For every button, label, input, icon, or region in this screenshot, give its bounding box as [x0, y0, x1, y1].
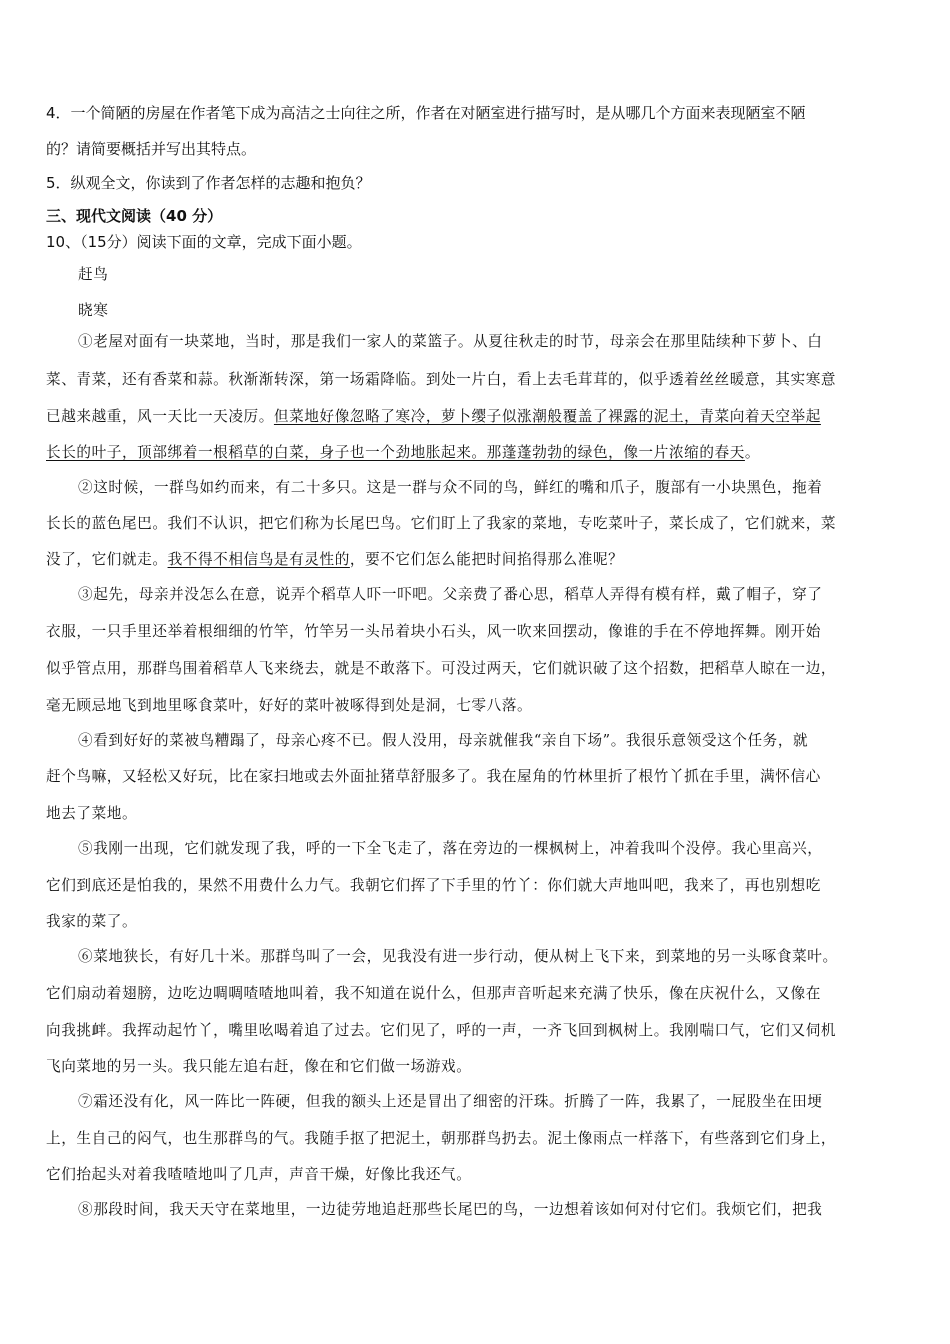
paragraph-7-line-1: ⑦霜还没有化，风一阵比一阵硬，但我的额头上还是冒出了细密的汗珠。折腾了一阵，我累了，一屁股坐在田埂 [78, 1093, 823, 1110]
paragraph-1-line-3-text: 已越来越重，风一天比一天凌厉。 [46, 408, 274, 425]
paragraph-3-line-2: 衣服，一只手里还举着根细细的竹竿，竹竿另一头吊着块小石头，风一吹来回摆动，像谁的手在不停地挥舞。刚开始 [46, 623, 821, 640]
paragraph-6-line-4: 飞向菜地的另一头。我只能左追右赶，像在和它们做一场游戏。 [46, 1058, 472, 1075]
paragraph-6-line-1: ⑥菜地狭长，有好几十米。那群鸟叫了一会，见我没有进一步行动，便从树上飞下来，到菜地的另一头啄食菜叶。 [78, 948, 838, 965]
paragraph-5-line-1: ⑤我刚一出现，它们就发现了我，呼的一下全飞走了，落在旁边的一棵枫树上，冲着我叫个没停。我心里高兴， [78, 840, 823, 857]
paragraph-1-line-4-punct: 。 [744, 444, 761, 461]
paragraph-7-line-3: 它们抬起头对着我喳喳地叫了几声，声音干燥，好像比我还气。 [46, 1166, 472, 1183]
paragraph-1-line-3 [46, 407, 821, 427]
underlined-sentence-1-end: 长长的叶子，顶部绑着一根稻草的白菜，身子也一个劲地胀起来。那蓬蓬勃勃的绿色，像一片浓缩的春天 [46, 444, 745, 461]
paragraph-4-line-2: 赶个鸟嘛，又轻松又好玩，比在家扫地或去外面扯猪草舒服多了。我在屋角的竹林里折了根竹丫抓在手里，满怀信心 [46, 768, 821, 785]
paragraph-8-line-1: ⑧那段时间，我天天守在菜地里，一边徒劳地追赶那些长尾巴的鸟，一边想着该如何对付它们。我烦它们，把我 [78, 1201, 823, 1218]
paragraph-3-line-1: ③起先，母亲并没怎么在意，说弄个稻草人吓一吓吧。父亲费了番心思，稻草人弄得有模有样，戴了帽子，穿了 [78, 586, 823, 603]
underlined-sentence-1-start: 但菜地好像忽略了寒冷，萝卜缨子似涨潮般覆盖了裸露的泥土，青菜向着天空举起 [273, 408, 821, 425]
paragraph-3-line-3: 似乎管点用，那群鸟围着稻草人飞来绕去，就是不敢落下。可没过两天，它们就识破了这个招数，把稻草人晾在一边， [46, 660, 837, 677]
paragraph-1-line-2: 菜、青菜，还有香菜和蒜。秋渐渐转深，第一场霜降临。到处一片白，看上去毛茸茸的，似乎透着丝丝暖意，其实寒意 [46, 371, 837, 388]
paragraph-3-line-4: 毫无顾忌地飞到地里啄食菜叶，好好的菜叶被啄得到处是洞，七零八落。 [46, 697, 533, 714]
section-heading: 三、现代文阅读（40 分） [46, 207, 223, 225]
question-4-line-1: 4．一个简陋的房屋在作者笔下成为高洁之士向往之所，作者在对陋室进行描写时，是从哪几个方面来表现陋室不陋 [46, 104, 806, 122]
paragraph-6-line-3: 向我挑衅。我挥动起竹丫，嘴里吆喝着追了过去。它们见了，呼的一声，一齐飞回到枫树上。我刚喘口气，它们又伺机 [46, 1022, 837, 1039]
paragraph-1-line-4 [46, 443, 760, 463]
paragraph-2-line-2: 长长的蓝色尾巴。我们不认识，把它们称为长尾巴鸟。它们盯上了我家的菜地，专吃菜叶子，菜长成了，它们就来，菜 [46, 515, 837, 532]
paragraph-2-line-3-rest: ，要不它们怎么能把时间掐得那么准呢？ [349, 551, 624, 568]
question-10-instruction: 10、（15分）阅读下面的文章，完成下面小题。 [46, 233, 362, 251]
article-title: 赶鸟 [78, 266, 109, 283]
paragraph-2-line-3-text: 没了，它们就走。 [46, 551, 168, 568]
paragraph-1-line-1: ①老屋对面有一块菜地，当时，那是我们一家人的菜篮子。从夏往秋走的时节，母亲会在那里陆续种下萝卜、白 [78, 333, 823, 350]
question-5: 5．纵观全文，你读到了作者怎样的志趣和抱负？ [46, 174, 371, 192]
paragraph-2-line-1: ②这时候，一群鸟如约而来，有二十多只。这是一群与众不同的鸟，鲜红的嘴和爪子，腹部有一小块黑色，拖着 [78, 479, 823, 496]
paragraph-5-line-2: 它们到底还是怕我的，果然不用费什么力气。我朝它们挥了下手里的竹丫：你们就大声地叫吧，我来了，再也别想吃 [46, 877, 821, 894]
underlined-sentence-2: 我不得不相信鸟是有灵性的 [167, 551, 350, 568]
article-author: 晓寒 [78, 302, 109, 319]
question-4-line-2: 的？请简要概括并写出其特点。 [46, 140, 257, 158]
paragraph-4-line-3: 地去了菜地。 [46, 805, 138, 822]
paragraph-2-line-3 [46, 550, 623, 570]
paragraph-5-line-3: 我家的菜了。 [46, 913, 138, 930]
paragraph-6-line-2: 它们扇动着翅膀，边吃边啁啁喳喳地叫着，我不知道在说什么，但那声音听起来充满了快乐，像在庆祝什么，又像在 [46, 985, 821, 1002]
paragraph-7-line-2: 上，生自己的闷气，也生那群鸟的气。我随手抠了把泥土，朝那群鸟扔去。泥土像雨点一样落下，有些落到它们身上， [46, 1130, 837, 1147]
paragraph-4-line-1: ④看到好好的菜被鸟糟蹋了，母亲心疼不已。假人没用，母亲就催我“亲自下场”。我很乐意领受这个任务，就 [78, 732, 809, 749]
